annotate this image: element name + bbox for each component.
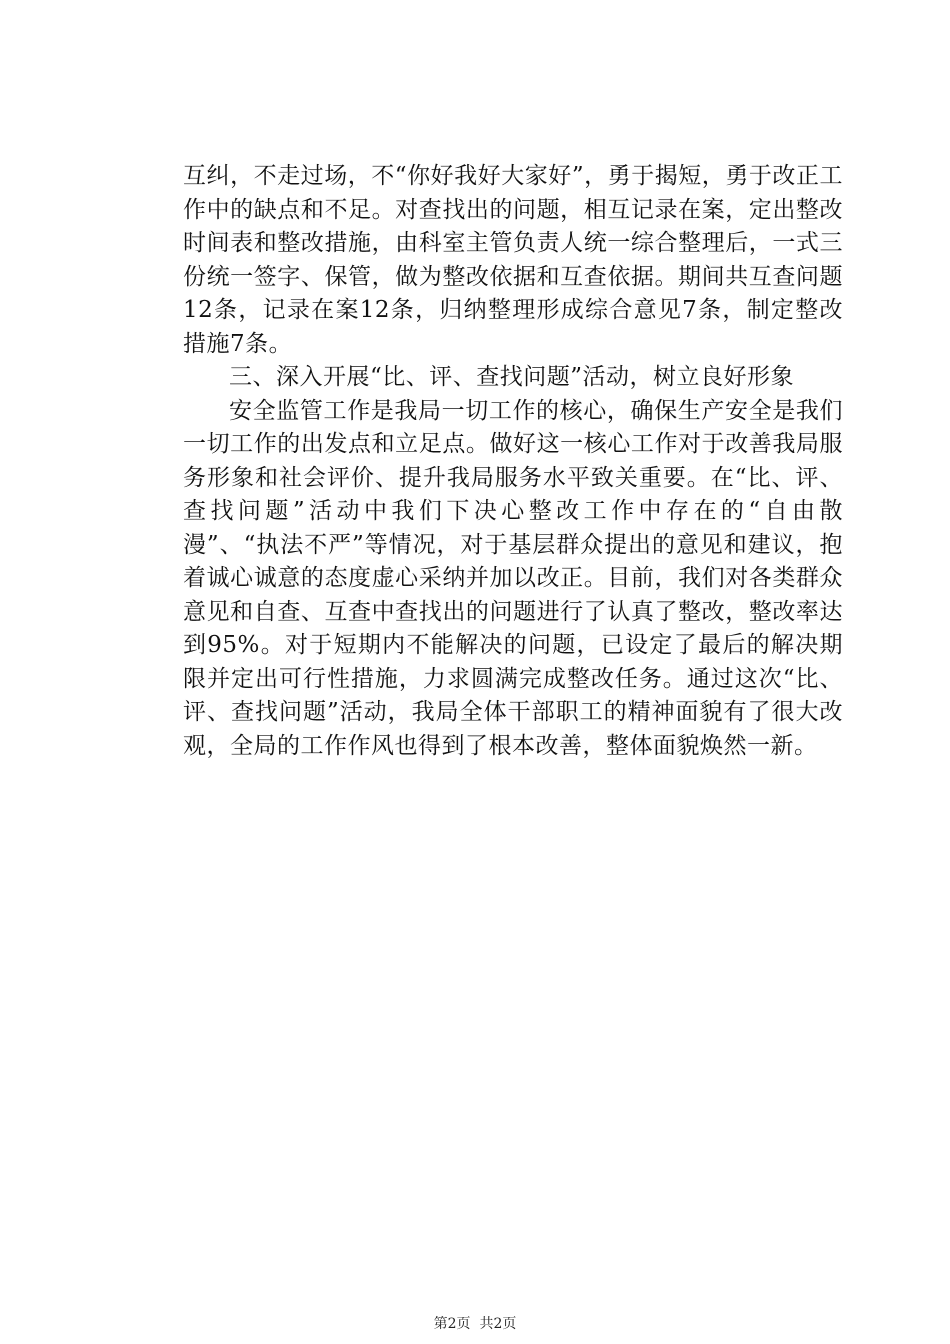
document-body — [183, 160, 843, 763]
page-total: 共2页 — [479, 1316, 517, 1332]
section-heading: 三、深入开展“比、评、查找问题”活动，树立良好形象 — [229, 364, 795, 390]
page-number: 第2页 — [433, 1316, 471, 1332]
page-footer — [0, 1313, 950, 1333]
paragraph-continuation: 互纠，不走过场，不“你好我好大家好”，勇于揭短，勇于改正工作中的缺点和不足。对查找出的问题，相互记录在案，定出整改时间表和整改措施，由科室主管负责人统一综合整理后，一式三份统一签字、保管，做为整改依据和互查依据。期间共互查问题12条，记录在案12条，归纳整理形成综合意见7条，制定整改措施7条。 — [183, 163, 843, 357]
paragraph-body: 安全监管工作是我局一切工作的核心，确保生产安全是我们一切工作的出发点和立足点。做好这一核心工作对于改善我局服务形象和社会评价、提升我局服务水平致关重要。在“比、评、查找问题”活动中我们下决心整改工作中存在的“自由散漫”、“执法不严”等情况，对于基层群众提出的意见和建议，抱着诚心诚意的态度虚心采纳并加以改正。目前，我们对各类群众意见和自查、互查中查找出的问题进行了认真了整改，整改率达到95%。对于短期内不能解决的问题，已设定了最后的解决期限并定出可行性措施，力求圆满完成整改任务。通过这次“比、评、查找问题”活动，我局全体干部职工的精神面貌有了很大改观，全局的工作作风也得到了根本改善，整体面貌焕然一新。 — [183, 397, 843, 759]
